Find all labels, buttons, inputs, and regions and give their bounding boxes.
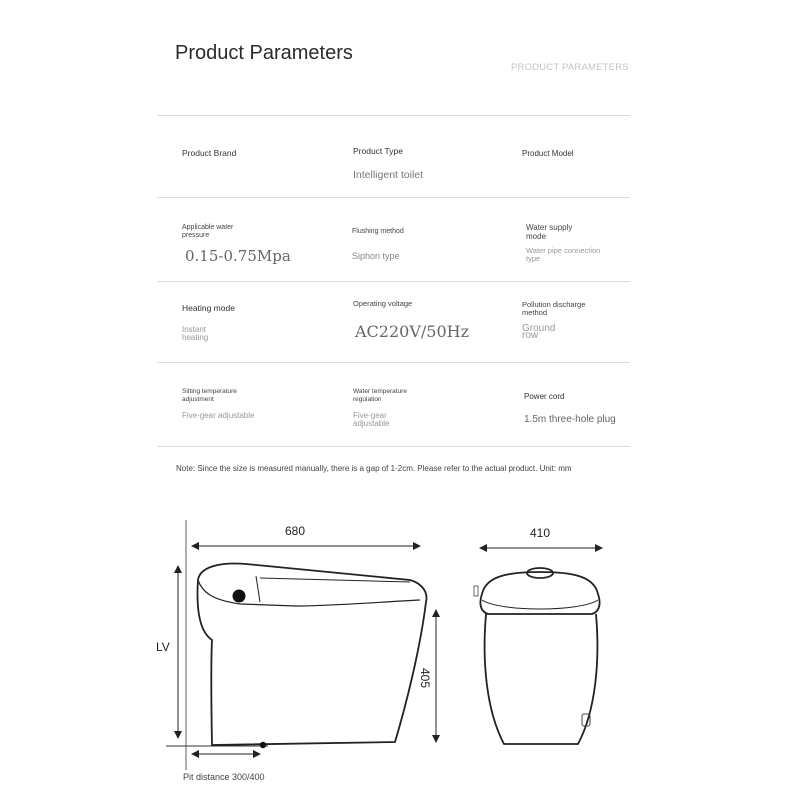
length-dimension: 680 — [285, 524, 306, 538]
product-type-value: Intelligent toilet — [353, 169, 424, 181]
width-dimension: 410 — [530, 526, 551, 540]
sitting-temperature-label: Sitting temperature adjustment — [182, 388, 237, 403]
operating-voltage-value: AC220V/50Hz — [355, 322, 470, 341]
pollution-discharge-label: Pollution discharge method — [522, 300, 586, 317]
water-supply-label: Water supply mode — [526, 223, 573, 241]
product-model-label: Product Model — [522, 149, 574, 158]
water-pressure-label: Applicable water pressure — [182, 224, 234, 239]
heating-mode-value: Instant heating — [182, 325, 209, 342]
toilet-side-view — [198, 564, 427, 745]
operating-voltage-label: Operating voltage — [353, 299, 413, 308]
power-cord-value: 1.5m three-hole plug — [524, 414, 616, 425]
water-temperature-label: Water temperature regulation — [353, 388, 407, 403]
sitting-temperature-value: Five-gear adjustable — [182, 411, 255, 420]
product-type-label: Product Type — [353, 146, 403, 156]
water-supply-value: Water pipe connection type — [526, 246, 601, 263]
measurement-note: Note: Since the size is measured manually, there is a gap of 1-2cm. Please refer to the actual product. Unit: mm — [176, 464, 572, 473]
water-pressure-value: 0.15-0.75Mpa — [185, 247, 291, 265]
side-tab-icon — [474, 586, 478, 596]
flushing-method-value: Siphon type — [352, 251, 400, 261]
lv-label: LV — [156, 640, 170, 654]
side-button-icon — [233, 590, 246, 603]
page-title: Product Parameters — [175, 42, 353, 64]
height-dimension: 405 — [418, 668, 432, 689]
product-brand-label: Product Brand — [182, 148, 237, 158]
water-temperature-value: Five-gear adjustable — [353, 411, 390, 428]
power-cord-label: Power cord — [524, 392, 565, 401]
page-subtitle: PRODUCT PARAMETERS — [511, 62, 629, 73]
pit-distance-label: Pit distance 300/400 — [183, 772, 265, 782]
heating-mode-label: Heating mode — [182, 303, 235, 313]
drain-point-icon — [260, 742, 266, 748]
pollution-discharge-value: Ground row — [522, 323, 556, 341]
flushing-method-label: Flushing method — [352, 228, 404, 235]
